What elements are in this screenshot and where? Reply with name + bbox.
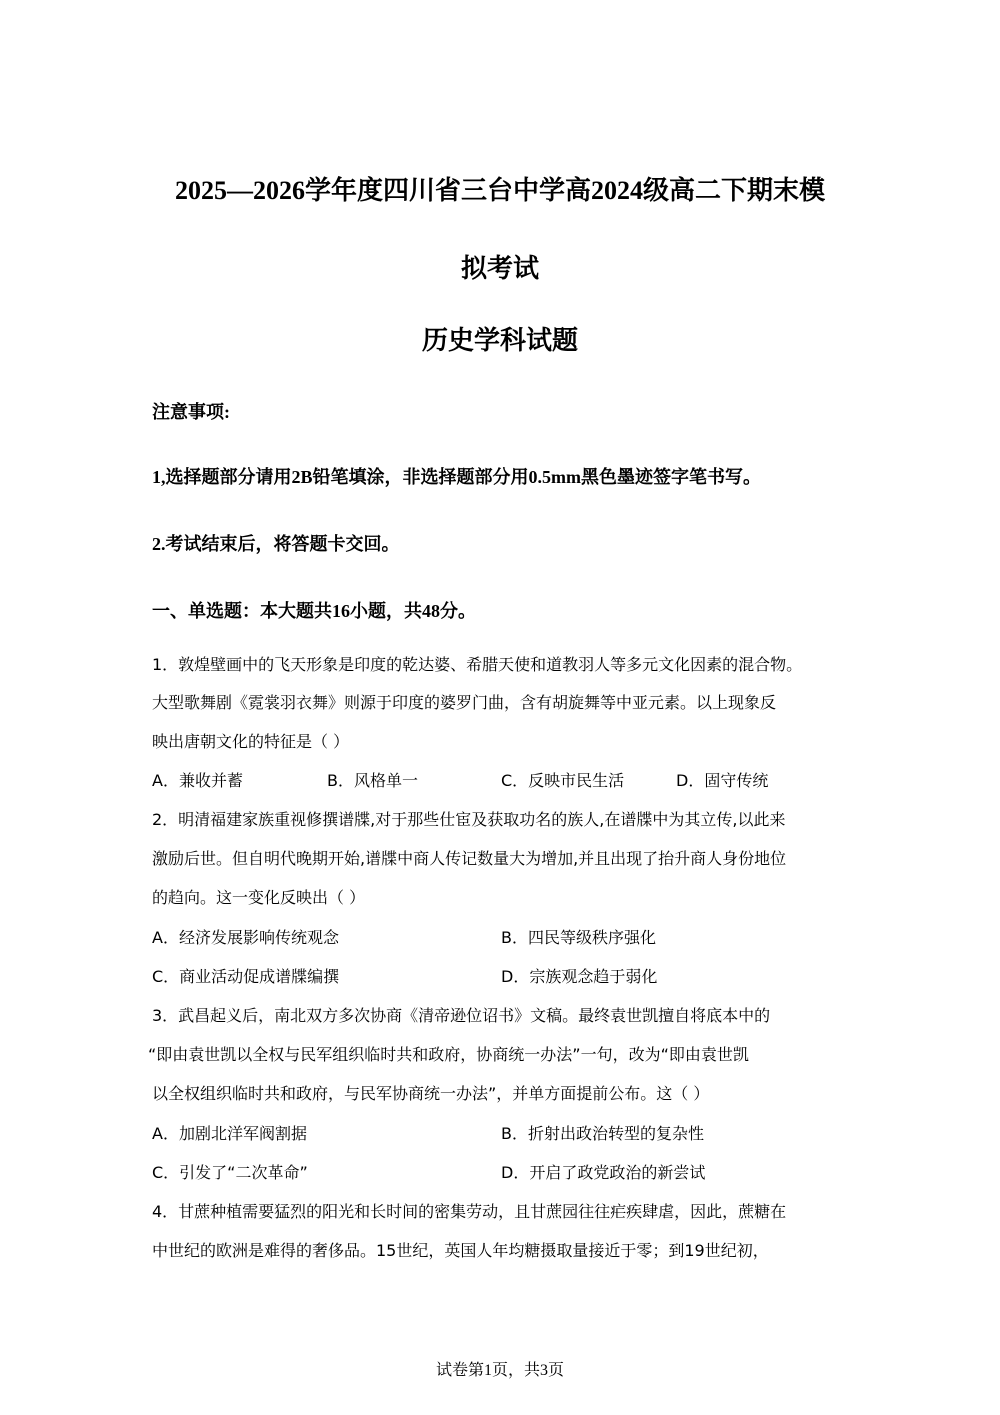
question-3-line-2: “即由袁世凯以全权与民军组织临时共和政府，协商统一办法”一句，改为“即由袁世凯 — [148, 1045, 749, 1064]
question-1-option-c: C．反映市民生活 — [501, 771, 625, 790]
question-2-line-3: 的趋向。这一变化反映出（ ） — [152, 888, 366, 907]
exam-title-line2: 拟考试 — [460, 254, 539, 283]
notice-heading: 注意事项: — [152, 402, 230, 422]
subject-title: 历史学科试题 — [421, 326, 578, 355]
question-1-line-1: 1．敦煌壁画中的飞天形象是印度的乾达婆、希腊天使和道教羽人等多元文化因素的混合物。 — [152, 655, 803, 674]
question-2-option-c: C．商业活动促成谱牒编撰 — [152, 967, 340, 986]
question-2-option-b: B．四民等级秩序强化 — [501, 928, 656, 947]
question-1-option-d: D．固守传统 — [676, 771, 769, 790]
question-3-option-a: A．加剧北洋军阀割据 — [152, 1124, 307, 1143]
question-2-line-1: 2．明清福建家族重视修撰谱牒,对于那些仕宦及获取功名的族人,在谱牒中为其立传,以此来 — [152, 810, 786, 829]
question-4-line-1: 4．甘蔗种植需要猛烈的阳光和长时间的密集劳动，且甘蔗园往往疟疾肆虐，因此，蔗糖在 — [152, 1202, 787, 1221]
exam-title-line1: 2025—2026学年度四川省三台中学高2024级高二下期末模 — [174, 176, 825, 205]
question-3-line-1: 3．武昌起义后，南北双方多次协商《清帝逊位诏书》文稿。最终袁世凯擅自将底本中的 — [152, 1006, 771, 1025]
question-1-line-2: 大型歌舞剧《霓裳羽衣舞》则源于印度的婆罗门曲，含有胡旋舞等中亚元素。以上现象反 — [152, 693, 777, 712]
section-heading: 一、单选题：本大题共16小题，共48分。 — [152, 601, 476, 621]
question-3-option-c: C．引发了“二次革命” — [152, 1163, 308, 1182]
question-1-option-b: B．风格单一 — [327, 771, 418, 790]
question-1-line-3: 映出唐朝文化的特征是（ ） — [152, 732, 350, 751]
question-3-option-d: D．开启了政党政治的新尝试 — [501, 1163, 706, 1182]
notice-item-1: 1,选择题部分请用2B铅笔填涂，非选择题部分用0.5mm黑色墨迹签字笔书写。 — [152, 467, 761, 487]
question-1-option-a: A．兼收并蓄 — [152, 771, 243, 790]
question-4-line-2: 中世纪的欧洲是难得的奢侈品。15世纪，英国人年均糖摄取量接近于零；到19世纪初， — [152, 1241, 769, 1260]
question-2-line-2: 激励后世。但自明代晚期开始,谱牒中商人传记数量大为增加,并且出现了抬升商人身份地位 — [152, 849, 787, 868]
question-3-option-b: B．折射出政治转型的复杂性 — [501, 1124, 704, 1143]
question-3-line-3: 以全权组织临时共和政府，与民军协商统一办法”，并单方面提前公布。这（ ） — [152, 1084, 710, 1103]
question-2-option-a: A．经济发展影响传统观念 — [152, 928, 339, 947]
notice-item-2: 2.考试结束后，将答题卡交回。 — [152, 534, 400, 554]
page-footer: 试卷第1页，共3页 — [435, 1362, 564, 1379]
question-2-option-d: D．宗族观念趋于弱化 — [501, 967, 658, 986]
